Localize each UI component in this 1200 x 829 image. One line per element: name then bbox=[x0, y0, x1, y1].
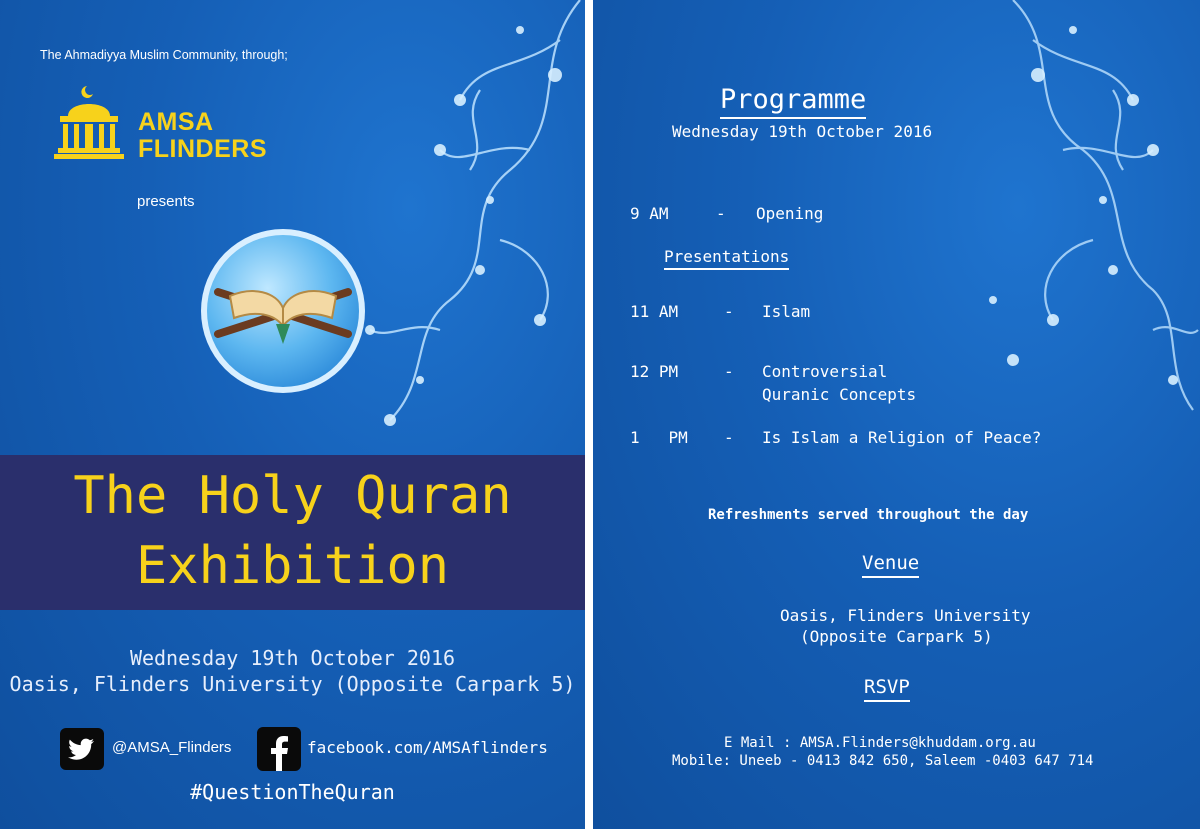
schedule-time: 1 PM bbox=[630, 428, 688, 447]
facebook-url[interactable]: facebook.com/AMSAflinders bbox=[307, 738, 548, 757]
intro-text: The Ahmadiyya Muslim Community, through; bbox=[40, 48, 288, 62]
schedule-dash: - bbox=[724, 302, 734, 321]
schedule-event-continued: Quranic Concepts bbox=[762, 385, 917, 404]
contact-mobile: Mobile: Uneeb - 0413 842 650, Saleem -0403 647 714 bbox=[672, 753, 1094, 769]
schedule-event: Islam bbox=[762, 302, 811, 321]
hashtag: #QuestionTheQuran bbox=[190, 780, 395, 804]
schedule-time: 9 AM bbox=[630, 204, 669, 223]
floral-vine-decoration bbox=[330, 0, 585, 450]
facebook-icon[interactable] bbox=[257, 727, 301, 771]
mosque-icon bbox=[54, 80, 124, 160]
schedule-dash: - bbox=[724, 428, 734, 447]
schedule-dash: - bbox=[724, 362, 734, 381]
twitter-icon[interactable] bbox=[60, 728, 104, 770]
schedule-dash: - bbox=[716, 204, 726, 223]
venue-heading: Venue bbox=[862, 552, 919, 578]
presents-text: presents bbox=[137, 193, 195, 210]
exhibition-title-line-1: The Holy Quran bbox=[73, 466, 512, 526]
quran-book-icon bbox=[198, 226, 368, 396]
schedule-event: Opening bbox=[756, 204, 824, 223]
twitter-handle[interactable]: @AMSA_Flinders bbox=[112, 739, 232, 756]
logo-text-amsa: AMSA bbox=[138, 108, 214, 136]
logo-text-flinders: FLINDERS bbox=[138, 135, 267, 163]
programme-date: Wednesday 19th October 2016 bbox=[672, 122, 933, 141]
refreshments-note: Refreshments served throughout the day bbox=[708, 507, 1029, 523]
floral-vine-decoration bbox=[953, 0, 1200, 420]
presentations-heading: Presentations bbox=[664, 247, 789, 270]
schedule-time: 12 PM bbox=[630, 362, 679, 381]
event-venue: Oasis, Flinders University (Opposite Carpark 5) bbox=[9, 672, 576, 696]
event-date: Wednesday 19th October 2016 bbox=[129, 646, 456, 670]
exhibition-title-line-2: Exhibition bbox=[135, 536, 450, 596]
venue-line-2: (Opposite Carpark 5) bbox=[800, 627, 993, 646]
schedule-event: Controversial bbox=[762, 362, 888, 381]
schedule-time: 11 AM bbox=[630, 302, 679, 321]
venue-line-1: Oasis, Flinders University bbox=[780, 606, 1031, 625]
contact-email[interactable]: E Mail : AMSA.Flinders@khuddam.org.au bbox=[724, 735, 1036, 751]
rsvp-heading: RSVP bbox=[864, 676, 910, 702]
programme-title: Programme bbox=[720, 84, 866, 119]
schedule-event: Is Islam a Religion of Peace? bbox=[762, 428, 1042, 447]
